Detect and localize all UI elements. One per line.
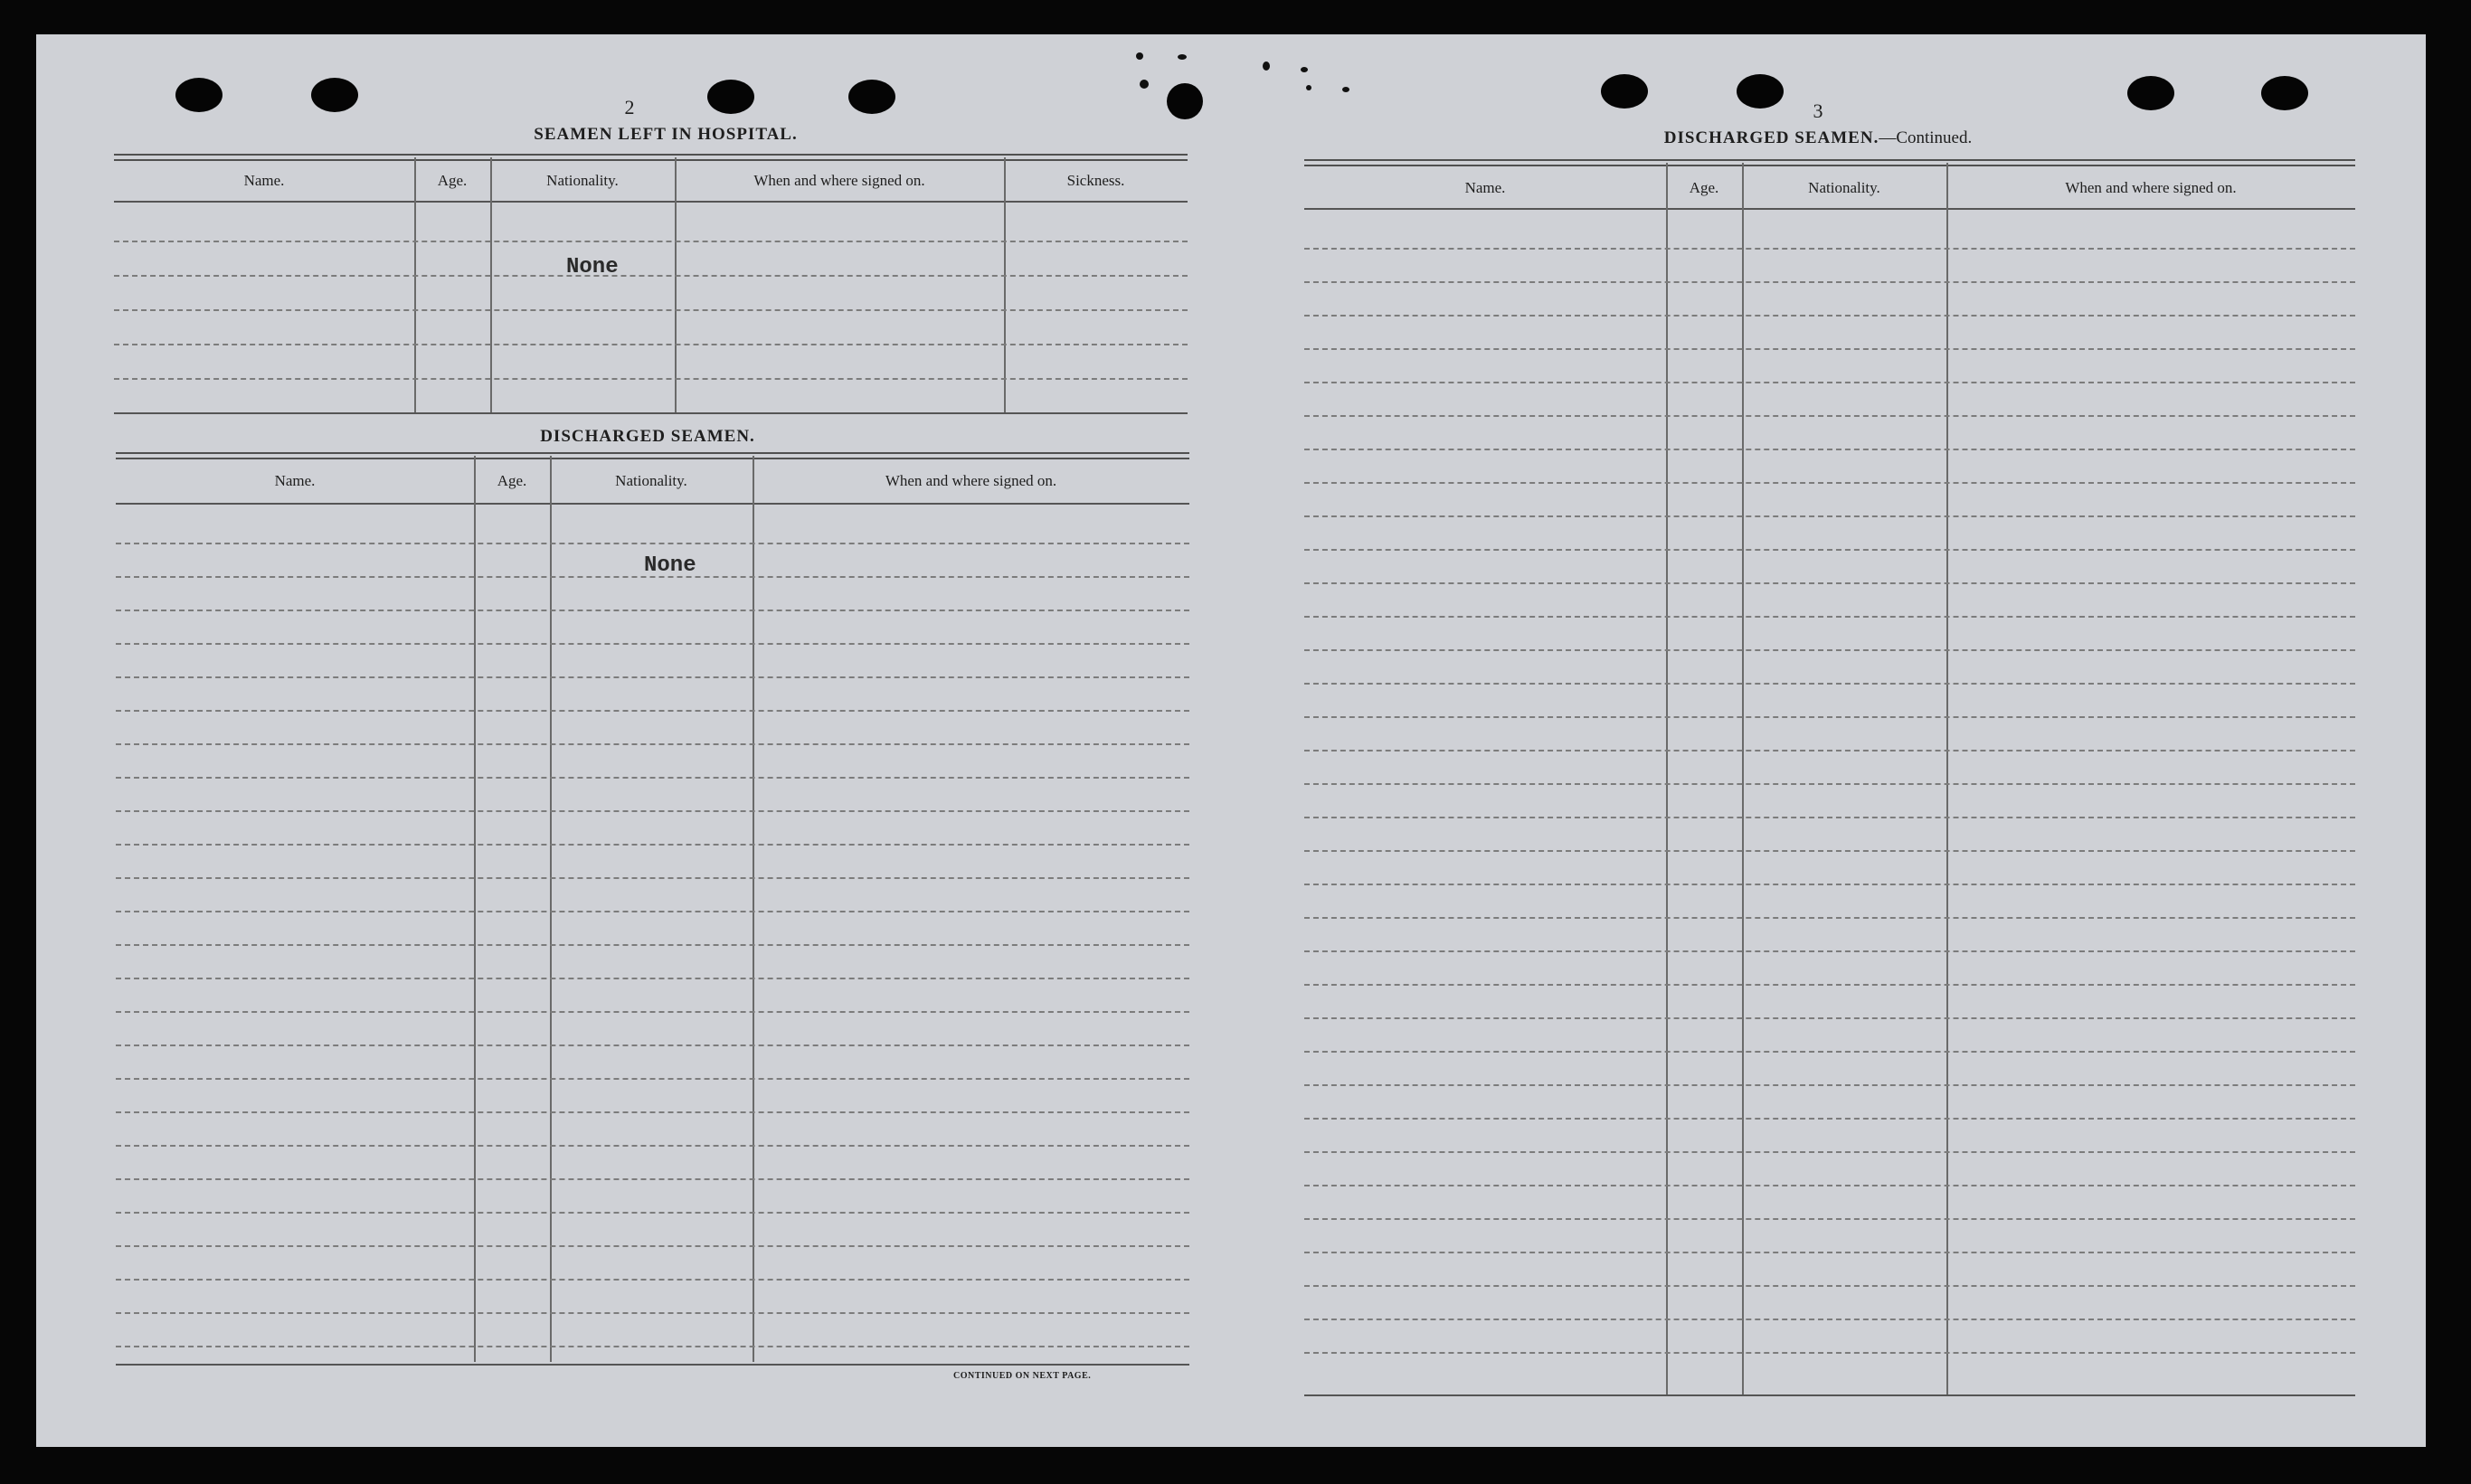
title-suffix: —Continued.: [1879, 128, 1973, 147]
column-header-sickness: Sickness.: [1066, 172, 1125, 189]
manifest-sheet: [36, 34, 2426, 1447]
ink-speck: [1140, 80, 1149, 89]
column-header-age: Age.: [1689, 179, 1719, 196]
continued-note: CONTINUED ON NEXT PAGE.: [953, 1371, 1092, 1381]
discharged-table-right: [1304, 159, 2355, 1404]
section-title-hospital: SEAMEN LEFT IN HOSPITAL.: [534, 125, 798, 144]
punch-hole: [1167, 83, 1203, 119]
section-title-discharged-continued: [1586, 128, 2050, 148]
punch-hole: [848, 80, 895, 114]
page-number: 3: [1813, 99, 1823, 122]
column-header-nationality: Nationality.: [615, 472, 687, 489]
hospital-entry: None: [566, 255, 619, 279]
column-header-nationality: Nationality.: [546, 172, 619, 189]
column-header-signed-on: When and where signed on.: [753, 172, 925, 189]
punch-hole: [175, 78, 222, 112]
page-number: 2: [624, 96, 635, 118]
column-header-age: Age.: [497, 472, 527, 489]
column-header-nationality: Nationality.: [1808, 179, 1880, 196]
ink-speck: [1136, 52, 1143, 60]
hospital-table: [114, 154, 1188, 425]
section-title-discharged: DISCHARGED SEAMEN.: [540, 427, 755, 446]
discharged-table-left: [116, 452, 1189, 1402]
punch-hole: [1601, 74, 1648, 109]
column-header-name: Name.: [274, 472, 316, 489]
punch-hole: [2127, 76, 2174, 110]
ink-speck: [1342, 87, 1349, 92]
title-text: DISCHARGED SEAMEN.: [1663, 128, 1879, 147]
punch-hole: [311, 78, 358, 112]
column-header-name: Name.: [1464, 179, 1506, 196]
ink-speck: [1263, 61, 1270, 71]
column-header-name: Name.: [243, 172, 285, 189]
punch-hole: [2261, 76, 2308, 110]
discharged-entry: None: [644, 553, 696, 578]
punch-hole: [707, 80, 754, 114]
punch-hole: [1737, 74, 1784, 109]
ink-speck: [1178, 54, 1187, 60]
column-header-age: Age.: [437, 172, 468, 189]
column-header-signed-on: When and where signed on.: [2065, 179, 2237, 196]
column-header-signed-on: When and where signed on.: [885, 472, 1057, 489]
ink-speck: [1306, 85, 1311, 90]
ink-speck: [1301, 67, 1308, 72]
